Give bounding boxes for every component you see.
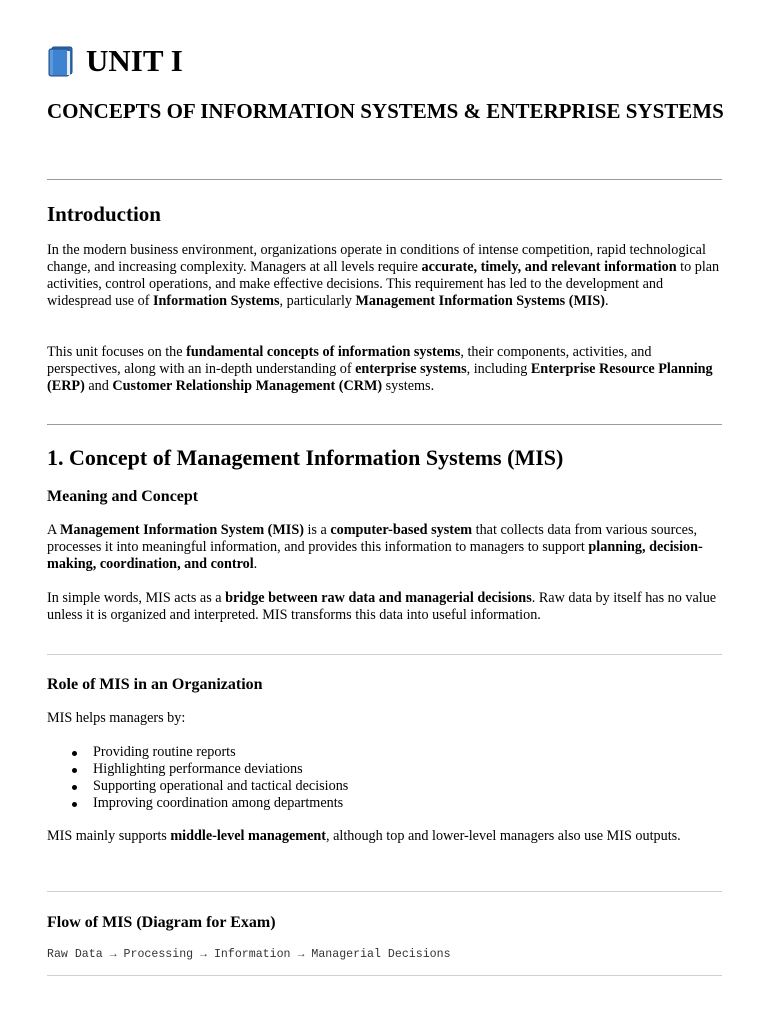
intro-paragraph-2: This unit focuses on the fundamental concepts of information systems, their components, activities, and perspectives, along with an in-depth understanding of enterprise systems, including Enterprise Resource Planning (ERP) and Customer Relationship Management (CRM) systems. xyxy=(47,344,713,394)
unit-title-text: UNIT I xyxy=(86,43,183,78)
divider xyxy=(47,975,722,976)
role-intro: MIS helps managers by: xyxy=(47,710,186,726)
divider xyxy=(47,424,722,425)
list-item: Supporting operational and tactical decisions xyxy=(47,778,723,795)
bullet-icon xyxy=(72,785,77,790)
bullet-icon xyxy=(72,802,77,807)
role-list xyxy=(47,744,723,812)
divider xyxy=(47,891,722,892)
intro-paragraph-1: In the modern business environment, organizations operate in conditions of intense competition, rapid technological change, and increasing complexity. Managers at all levels require accurate, timely, and relevant information to plan activities, control operations, and make effective decisions. This requirement has led to the development and widespread use of Information Systems, particularly Management Information Systems (MIS). xyxy=(47,242,720,309)
meaning-paragraph-2: In simple words, MIS acts as a bridge between raw data and managerial decisions. Raw data by itself has no value unless it is organized and interpreted. MIS transforms this data into useful information. xyxy=(47,590,717,623)
book-icon xyxy=(47,46,74,77)
divider xyxy=(47,654,722,655)
meaning-heading: Meaning and Concept xyxy=(47,488,199,505)
meaning-paragraph-1: A Management Information System (MIS) is a computer-based system that collects data from various sources, processes it into meaningful information, and provides this information to managers to support planning, decision-making, coordination, and control. xyxy=(47,522,703,572)
role-heading: Role of MIS in an Organization xyxy=(47,676,263,693)
bullet-icon xyxy=(72,751,77,756)
section-1-heading: 1. Concept of Management Information Systems (MIS) xyxy=(47,445,564,470)
flow-diagram-text: Raw Data → Processing → Information → Managerial Decisions xyxy=(47,948,451,961)
list-item: Improving coordination among departments xyxy=(47,795,723,812)
list-item: Providing routine reports xyxy=(47,744,723,761)
bullet-icon xyxy=(72,768,77,773)
intro-heading: Introduction xyxy=(47,202,161,226)
list-item: Highlighting performance deviations xyxy=(47,761,723,778)
role-paragraph: MIS mainly supports middle-level management, although top and lower-level managers also use MIS outputs. xyxy=(47,828,681,844)
divider xyxy=(47,179,722,180)
unit-subtitle: CONCEPTS OF INFORMATION SYSTEMS & ENTERPRISE SYSTEMS xyxy=(47,99,724,123)
flow-heading: Flow of MIS (Diagram for Exam) xyxy=(47,914,276,931)
unit-title xyxy=(47,41,183,81)
